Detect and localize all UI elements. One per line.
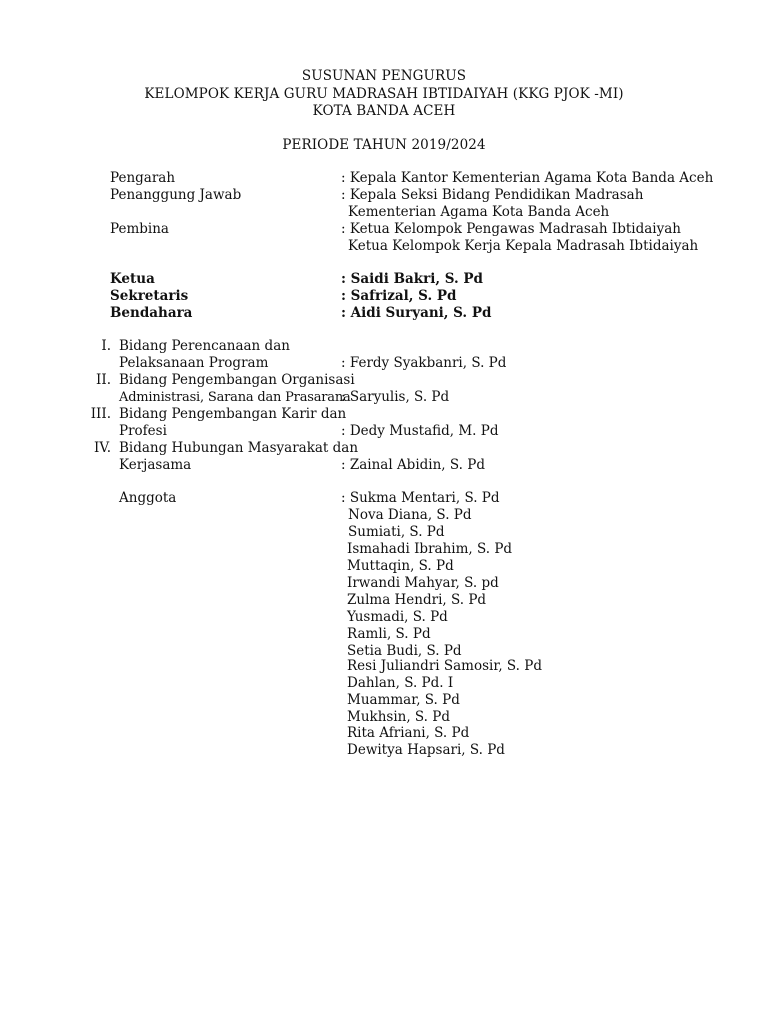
officer-label-sekretaris: Sekretaris bbox=[110, 288, 189, 304]
officer-value-ketua: : Saidi Bakri, S. Pd bbox=[341, 271, 483, 287]
bidang-title-cont: Profesi bbox=[119, 423, 167, 439]
document-title: SUSUNAN PENGURUS bbox=[301, 68, 467, 84]
bidang-number: IV. bbox=[93, 440, 111, 456]
officer-value-bendahara: : Aidi Suryani, S. Pd bbox=[341, 305, 492, 321]
bidang-title: Bidang Pengembangan Karir dan bbox=[119, 406, 347, 422]
member-item: : Sukma Mentari, S. Pd bbox=[341, 490, 500, 506]
role-value-pembina-cont: Ketua Kelompok Kerja Kepala Madrasah Ibtidaiyah bbox=[348, 238, 699, 254]
document-period: PERIODE TAHUN 2019/2024 bbox=[282, 137, 486, 153]
bidang-title: Bidang Perencanaan dan bbox=[119, 338, 290, 354]
member-item: Zulma Hendri, S. Pd bbox=[347, 592, 487, 608]
officer-label-bendahara: Bendahara bbox=[110, 305, 193, 321]
member-item: Muammar, S. Pd bbox=[347, 692, 460, 708]
bidang-title-cont: Pelaksanaan Program bbox=[119, 355, 269, 371]
member-item: Resi Juliandri Samosir, S. Pd bbox=[347, 658, 542, 674]
bidang-value: : Dedy Mustafid, M. Pd bbox=[341, 423, 499, 439]
member-item: Yusmadi, S. Pd bbox=[347, 609, 448, 625]
bidang-value: : Ferdy Syakbanri, S. Pd bbox=[341, 355, 507, 371]
bidang-number: I. bbox=[101, 338, 111, 354]
member-item: Muttaqin, S. Pd bbox=[347, 558, 454, 574]
bidang-value: : Saryulis, S. Pd bbox=[341, 389, 450, 405]
role-value-pengarah: : Kepala Kantor Kementerian Agama Kota Banda Aceh bbox=[341, 170, 714, 186]
member-item: Dahlan, S. Pd. I bbox=[347, 675, 454, 691]
member-item: Irwandi Mahyar, S. pd bbox=[347, 575, 499, 591]
anggota-label: Anggota bbox=[119, 490, 177, 506]
member-item: Setia Budi, S. Pd bbox=[347, 643, 462, 659]
role-value-pembina: : Ketua Kelompok Pengawas Madrasah Ibtidaiyah bbox=[341, 221, 681, 237]
bidang-title: Bidang Pengembangan Organisasi bbox=[119, 372, 355, 388]
role-value-penanggung-jawab-cont: Kementerian Agama Kota Banda Aceh bbox=[348, 204, 610, 220]
bidang-title-cont: Kerjasama bbox=[119, 457, 192, 473]
document-location: KOTA BANDA ACEH bbox=[312, 103, 456, 119]
bidang-title-cont: Administrasi, Sarana dan Prasarana bbox=[119, 390, 351, 405]
member-item: Rita Afriani, S. Pd bbox=[347, 725, 470, 741]
officer-value-sekretaris: : Safrizal, S. Pd bbox=[341, 288, 457, 304]
role-label-pembina: Pembina bbox=[110, 221, 169, 237]
bidang-number: III. bbox=[90, 406, 111, 422]
member-item: Dewitya Hapsari, S. Pd bbox=[347, 742, 505, 758]
role-label-penanggung-jawab: Penanggung Jawab bbox=[110, 187, 242, 203]
member-item: Mukhsin, S. Pd bbox=[347, 709, 450, 725]
role-label-pengarah: Pengarah bbox=[110, 170, 176, 186]
role-value-penanggung-jawab: : Kepala Seksi Bidang Pendidikan Madrasah bbox=[341, 187, 644, 203]
member-item: Ramli, S. Pd bbox=[347, 626, 431, 642]
member-item: Sumiati, S. Pd bbox=[348, 524, 445, 540]
bidang-title: Bidang Hubungan Masyarakat dan bbox=[119, 440, 359, 456]
document-subtitle: KELOMPOK KERJA GURU MADRASAH IBTIDAIYAH (KKG PJOK -MI) bbox=[144, 86, 624, 102]
officer-label-ketua: Ketua bbox=[110, 271, 155, 287]
bidang-number: II. bbox=[96, 372, 111, 388]
bidang-value: : Zainal Abidin, S. Pd bbox=[341, 457, 485, 473]
member-item: Nova Diana, S. Pd bbox=[348, 507, 472, 523]
member-item: Ismahadi Ibrahim, S. Pd bbox=[347, 541, 513, 557]
